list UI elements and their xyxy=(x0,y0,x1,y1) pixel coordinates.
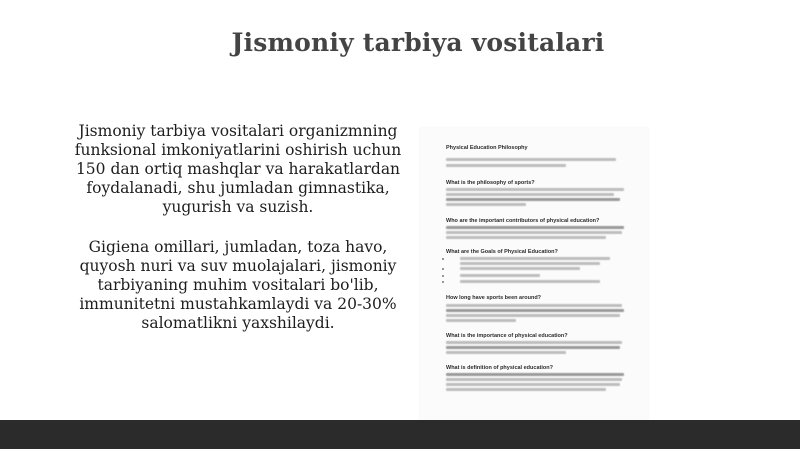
doc-heading-1: Physical Education Philosophy xyxy=(446,145,528,151)
doc-text-line xyxy=(446,388,606,391)
doc-text-line xyxy=(446,188,624,191)
paragraph-1: Jismoniy tarbiya vositalari organizmning funksional imkoniyatlarini oshirish uchun 150 dan ortiq mashqlar va harakatlardan foydalanadi, shu jumladan gimnastika, yugurish va suzish. xyxy=(74,122,402,216)
doc-text-line xyxy=(446,158,616,161)
doc-text-line xyxy=(446,226,624,229)
doc-text-line xyxy=(446,319,516,322)
doc-heading-6: What is the importance of physical education? xyxy=(446,333,568,339)
doc-text-line xyxy=(446,231,622,234)
bullet-icon xyxy=(442,258,444,260)
doc-text-line xyxy=(446,341,622,344)
doc-text-line xyxy=(446,193,614,196)
doc-text-line xyxy=(460,280,600,283)
bullet-icon xyxy=(442,281,444,283)
doc-text-line xyxy=(446,198,620,201)
doc-text-line xyxy=(446,203,526,206)
doc-heading-2: What is the philosophy of sports? xyxy=(446,180,535,186)
slide-title: Jismoniy tarbiya vositalari xyxy=(231,28,605,57)
doc-text-line xyxy=(446,383,620,386)
doc-text-line xyxy=(446,346,620,349)
bullet-icon xyxy=(442,268,444,270)
doc-text-line xyxy=(460,257,610,260)
document-image xyxy=(420,128,648,420)
doc-text-line xyxy=(446,351,566,354)
doc-heading-7: What is definition of physical education? xyxy=(446,365,553,371)
doc-text-line xyxy=(446,164,566,167)
doc-text-line xyxy=(446,309,624,312)
doc-heading-3: Who are the important contributors of physical education? xyxy=(446,218,600,224)
paragraph-2: Gigiena omillari, jumladan, toza havo, quyosh nuri va suv muolajalari, jismoniy tarbiyaning muhim vositalari bo'lib, immunitetni mustahkamlaydi va 20-30% salomatlikni yaxshilaydi. xyxy=(79,238,397,332)
slide-body xyxy=(62,122,414,354)
doc-text-line xyxy=(446,314,620,317)
doc-text-line xyxy=(460,267,580,270)
doc-text-line xyxy=(446,304,622,307)
doc-heading-4: What are the Goals of Physical Education? xyxy=(446,249,558,255)
doc-heading-5: How long have sports been around? xyxy=(446,295,542,301)
doc-text-line xyxy=(446,378,622,381)
bullet-icon xyxy=(442,275,444,277)
footer-bar xyxy=(0,420,800,449)
doc-text-line xyxy=(460,274,540,277)
doc-text-line xyxy=(446,373,624,376)
doc-text-line xyxy=(460,262,600,265)
doc-text-line xyxy=(446,236,606,239)
